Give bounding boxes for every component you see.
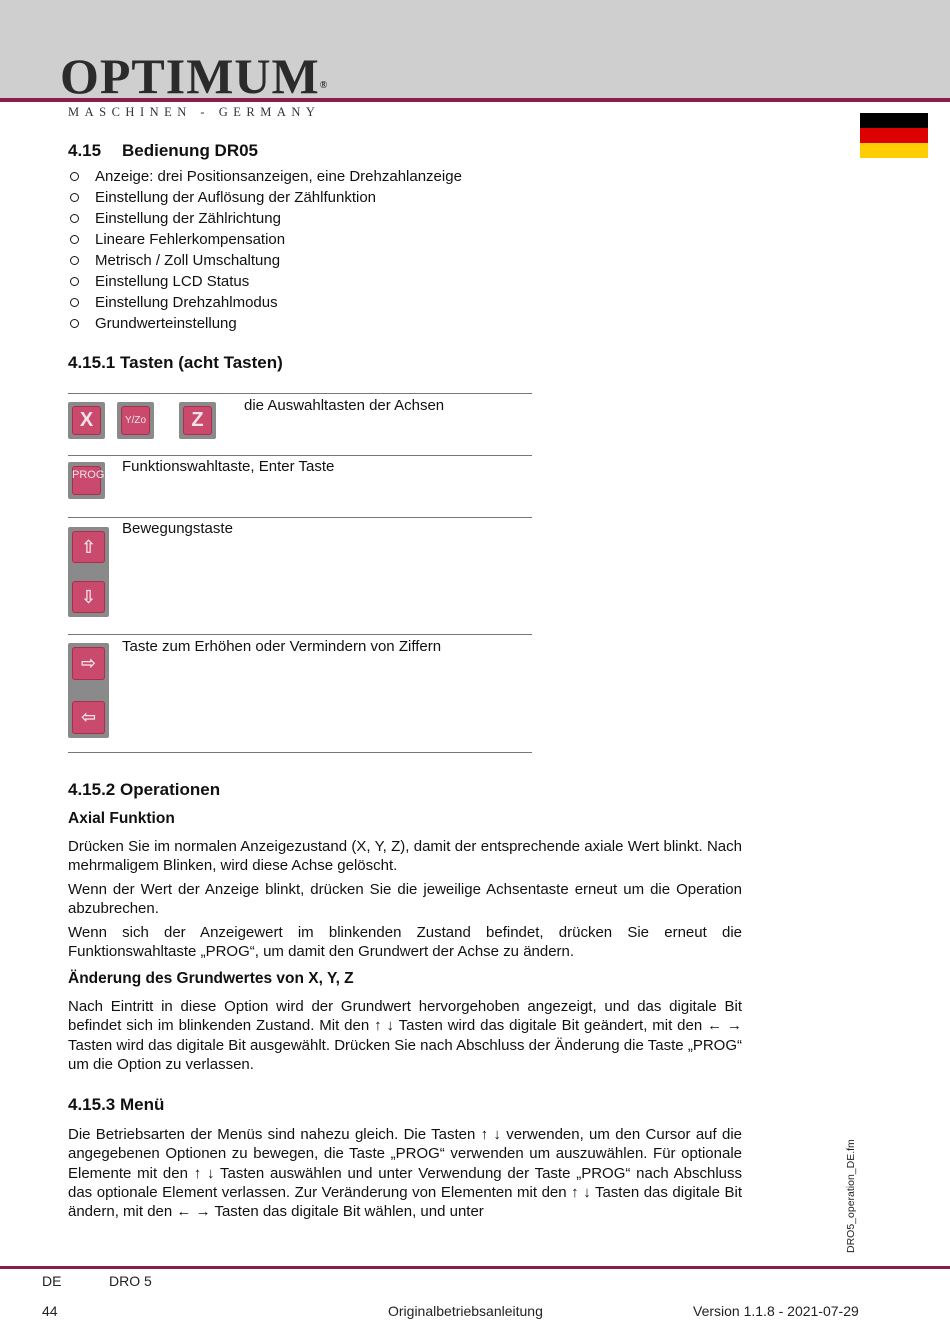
list-item: Metrisch / Zoll Umschaltung <box>68 250 462 271</box>
list-item: Lineare Fehlerkompensation <box>68 229 462 250</box>
move-keys <box>68 527 109 617</box>
keys-section-title: 4.15.1 Tasten (acht Tasten) <box>68 353 283 372</box>
section-title: 4.15 Bedienung DR05 <box>68 141 259 160</box>
change-base-value-title: Änderung des Grundwertes von X, Y, Z <box>68 970 354 987</box>
table-divider <box>68 517 532 518</box>
change-base-value-paragraph: Nach Eintritt in diese Option wird der Grundwert hervorgehoben angezeigt, und das digitale Bit befindet sich im blinkenden Zustand. Mit den ↑ ↓ Tasten wird das digitale Bit geändert, mit den ← → Tasten wird das digitale Bit ausgewählt. Drücken Sie nach Abschluss der Änderung die Taste „PROG“ um die Option zu verlassen. <box>68 998 742 1073</box>
x-axis-key: X <box>68 402 105 439</box>
prog-key-label: Funktionswahltaste, Enter Taste <box>122 458 335 475</box>
table-divider <box>68 455 532 456</box>
list-item: Einstellung der Zählrichtung <box>68 208 462 229</box>
footer-divider <box>0 1266 950 1269</box>
move-keys-label: Bewegungstaste <box>122 520 233 537</box>
german-flag-icon <box>860 113 928 158</box>
list-item: Grundwerteinstellung <box>68 313 462 334</box>
digit-keys-label: Taste zum Erhöhen oder Vermindern von Ziffern <box>122 638 442 655</box>
axial-paragraph-2: Wenn der Wert der Anzeige blinkt, drücken Sie die jeweilige Achsentaste erneut um die Operation abzubrechen. <box>68 881 742 918</box>
arrow-up-icon: ⇧ <box>72 531 105 563</box>
page-number: 44 <box>42 1303 58 1319</box>
arrow-left-icon: ⇦ <box>72 701 105 734</box>
menu-title: 4.15.3 Menü <box>68 1095 165 1114</box>
file-name-label: DRO5_operation_DE.fm <box>845 1139 857 1253</box>
table-divider <box>68 634 532 635</box>
axial-paragraph-3: Wenn sich der Anzeigewert im blinkenden Zustand befindet, drücken Sie erneut die Funktionswahltaste „PROG“, um damit den Grundwert der Achse zu ändern. <box>68 924 742 961</box>
list-item: Einstellung Drehzahlmodus <box>68 292 462 313</box>
arrow-right-icon: ⇨ <box>72 647 105 680</box>
footer-product: DRO 5 <box>109 1273 152 1289</box>
axis-keys-label: die Auswahltasten der Achsen <box>244 397 445 414</box>
footer-doc-type: Originalbetriebsanleitung <box>388 1303 543 1319</box>
operations-title: 4.15.2 Operationen <box>68 780 221 799</box>
logo-tagline: MASCHINEN - GERMANY <box>68 105 321 119</box>
prog-key: PROG <box>68 462 105 499</box>
y-zo-axis-key: Y/Zo <box>117 402 154 439</box>
arrow-down-icon: ⇩ <box>72 581 105 613</box>
optimum-logo: OPTIMUM® <box>60 48 329 104</box>
z-axis-key: Z <box>179 402 216 439</box>
table-divider <box>68 393 532 394</box>
list-item: Einstellung der Auflösung der Zählfunktion <box>68 187 462 208</box>
digit-keys <box>68 643 109 738</box>
footer-version: Version 1.1.8 - 2021-07-29 <box>693 1303 859 1319</box>
menu-paragraph: Die Betriebsarten der Menüs sind nahezu gleich. Die Tasten ↑ ↓ verwenden, um den Cursor auf die angegebenen Optionen zu bewegen, die Taste „PROG“ verwenden um auszuwählen. Für optionale Elemente mit den ↑ ↓ Tasten auswählen und unter Verwendung der Taste „PROG“ nach Abschluss das optionale Element verlassen. Zur Veränderung von Elementen mit den ↑ ↓ Tasten das digitale Bit ändern, mit den ← → Tasten das digitale Bit wählen, und unter <box>68 1126 742 1221</box>
feature-list <box>68 166 462 334</box>
list-item: Einstellung LCD Status <box>68 271 462 292</box>
axial-function-title: Axial Funktion <box>68 810 175 827</box>
list-item: Anzeige: drei Positionsanzeigen, eine Drehzahlanzeige <box>68 166 462 187</box>
footer-language: DE <box>42 1273 62 1289</box>
axial-paragraph-1: Drücken Sie im normalen Anzeigezustand (X, Y, Z), damit der entsprechende axiale Wert blinkt. Nach mehrmaligem Blinken, wird diese Achse gelöscht. <box>68 838 742 875</box>
table-divider <box>68 752 532 753</box>
